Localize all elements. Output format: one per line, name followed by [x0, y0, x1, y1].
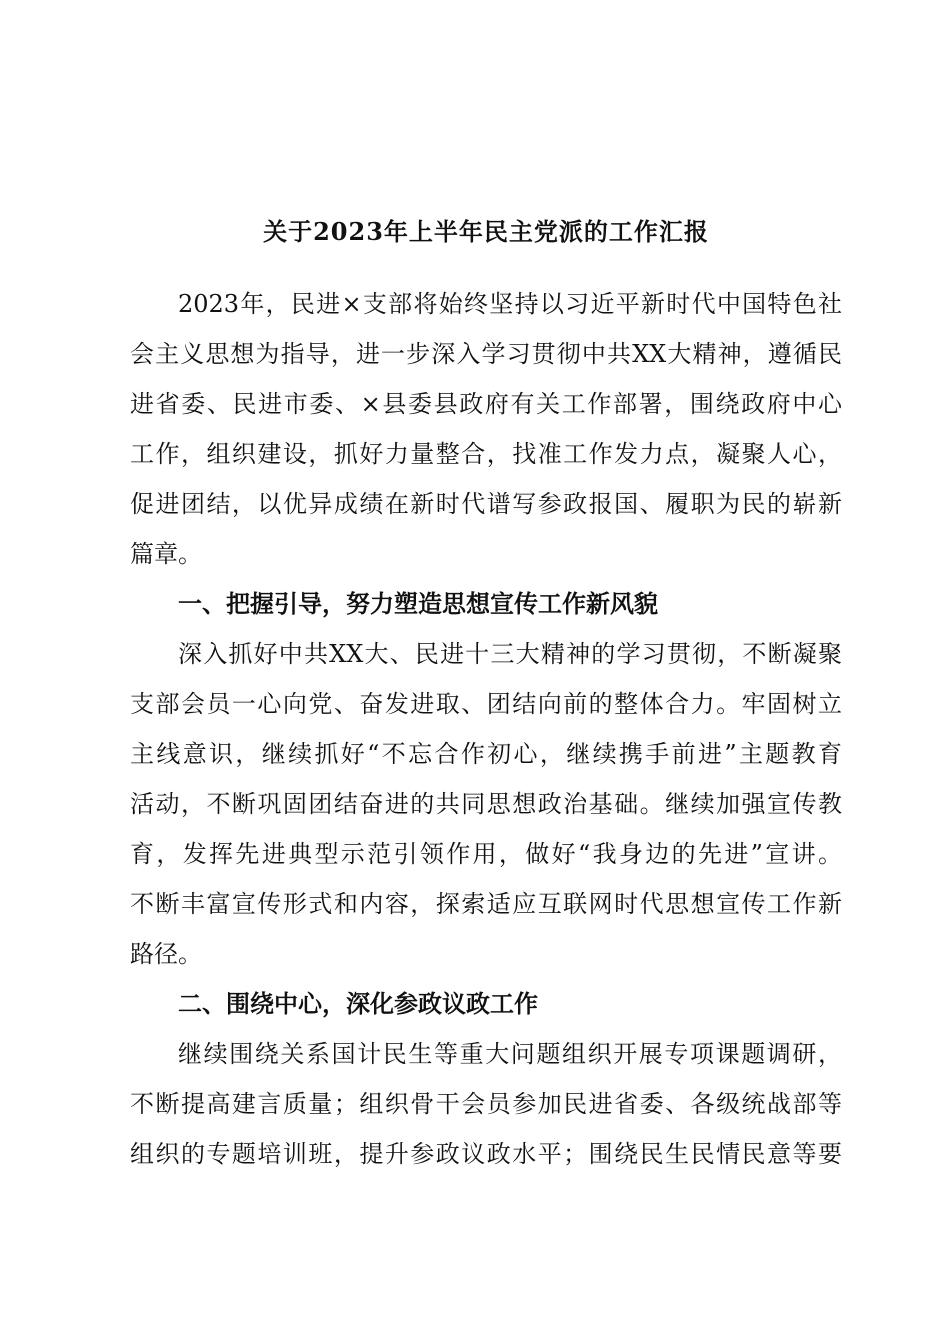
intro-line-4: 工作，组织建设，抓好力量整合，找准工作发力点，凝聚人心，	[130, 440, 842, 468]
intro-line-2: 会主义思想为指导，进一步深入学习贯彻中共XX大精神，遵循民	[130, 340, 842, 368]
section2-line-1: 继续围绕关系国计民生等重大问题组织开展专项课题调研，	[178, 1040, 842, 1068]
section1-line-4: 活动，不断巩固团结奋进的共同思想政治基础。继续加强宣传教	[130, 790, 842, 818]
section1-line-5: 育，发挥先进典型示范引领作用，做好“我身边的先进”宣讲。	[130, 840, 842, 868]
intro-line-3: 进省委、民进市委、×县委县政府有关工作部署，围绕政府中心	[130, 390, 842, 418]
document-title: 关于2023年上半年民主党派的工作汇报	[263, 217, 709, 246]
section1-line-1: 深入抓好中共XX大、民进十三大精神的学习贯彻，不断凝聚	[178, 640, 842, 668]
section2-line-3: 组织的专题培训班，提升参政议政水平；围绕民生民情民意等要	[130, 1140, 842, 1168]
section2-line-2: 不断提高建言质量；组织骨干会员参加民进省委、各级统战部等	[130, 1090, 842, 1118]
section1-heading: 一、把握引导，努力塑造思想宣传工作新风貌	[178, 589, 658, 618]
intro-line-5: 促进团结，以优异成绩在新时代谱写参政报国、履职为民的崭新	[130, 490, 842, 518]
intro-line-6: 篇章。	[130, 540, 202, 568]
section1-line-3: 主线意识，继续抓好“不忘合作初心，继续携手前进”主题教育	[130, 740, 842, 768]
section1-line-2: 支部会员一心向党、奋发进取、团结向前的整体合力。牢固树立	[130, 690, 842, 718]
section1-line-6: 不断丰富宣传形式和内容，探索适应互联网时代思想宣传工作新	[130, 890, 842, 918]
section2-heading: 二、围绕中心，深化参政议政工作	[178, 989, 538, 1018]
section1-line-7: 路径。	[130, 940, 202, 968]
intro-line-1: 2023年，民进×支部将始终坚持以习近平新时代中国特色社	[178, 290, 842, 318]
